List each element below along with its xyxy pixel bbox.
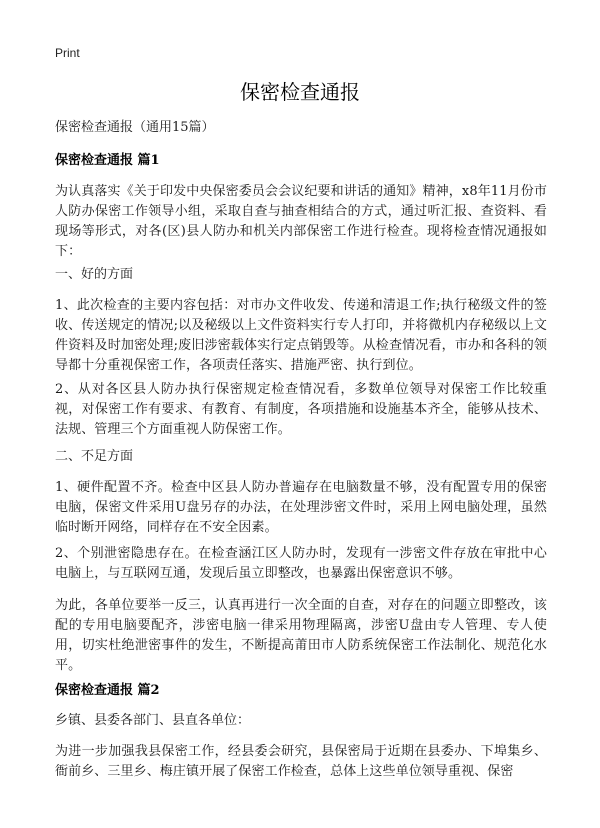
conclusion-paragraph: 为此，各单位要举一反三，认真再进行一次全面的自查，对存在的问题立即整改，该配的专用电脑要配齐，涉密电脑一律采用物理隔离，涉密U盘由专人管理、专人使用，切实杜绝泄密事件的发生，不断提高莆田市人防系统保密工作法制化、规范化水平。 — [55, 598, 547, 673]
shortcomings-item-1: 1、硬件配置不齐。检查中区县人防办普遍存在电脑数量不够，没有配置专用的保密电脑，保密文件采用U盘另存的办法，在处理涉密文件时，采用上网电脑处理，虽然临时断开网络，同样存在不安全因素。 — [55, 480, 547, 535]
section-2-intro-paragraph: 为进一步加强我县保密工作，经县委会研究，县保密局于近期在县委办、下埠集乡、衙前乡、三里乡、梅庄镇开展了保密工作检查，总体上这些单位领导重视、保密 — [55, 744, 547, 779]
section-1-intro-paragraph: 为认真落实《关于印发中央保密委员会会议纪要和讲话的通知》精神，x8年11月份市人防办保密工作领导小组，采取自查与抽查相结合的方式，通过听汇报、查资料、看现场等形式，对各(区)县人防办和机关内部保密工作进行检查。现将检查情况通报如下： — [55, 184, 547, 259]
section-1-heading: 保密检查通报 篇1 — [55, 153, 160, 168]
good-aspects-item-1: 1、此次检查的主要内容包括：对市办文件收发、传递和清退工作;执行秘级文件的签收、传送规定的情况;以及秘级以上文件资料实行专人打印，并将微机内存秘级以上文件资料及时加密处理;废旧涉密载体实行定点销毁等。从检查情况看，市办和各科的领导都十分重视保密工作，各项责任落实、措施严密、执行到位。 — [55, 298, 547, 373]
document-title: 保密检查通报 — [240, 80, 360, 104]
document-subtitle: 保密检查通报（通用15篇） — [55, 120, 215, 135]
section-2-salutation: 乡镇、县委各部门、县直各单位： — [55, 713, 251, 728]
print-link[interactable]: Print — [55, 46, 80, 60]
section-2-heading: 保密检查通报 篇2 — [55, 683, 160, 698]
good-aspects-heading: 一、好的方面 — [55, 267, 134, 282]
shortcomings-item-2: 2、个别泄密隐患存在。在检查涵江区人防办时，发现有一涉密文件存放在审批中心电脑上，与互联网互通，发现后虽立即整改，也暴露出保密意识不够。 — [55, 546, 547, 581]
good-aspects-item-2: 2、从对各区县人防办执行保密规定检查情况看，多数单位领导对保密工作比较重视，对保密工作有要求、有教育、有制度，各项措施和设施基本齐全，能够从技术、法规、管理三个方面重视人防保密工作。 — [55, 382, 547, 437]
shortcomings-heading: 二、不足方面 — [55, 449, 134, 464]
